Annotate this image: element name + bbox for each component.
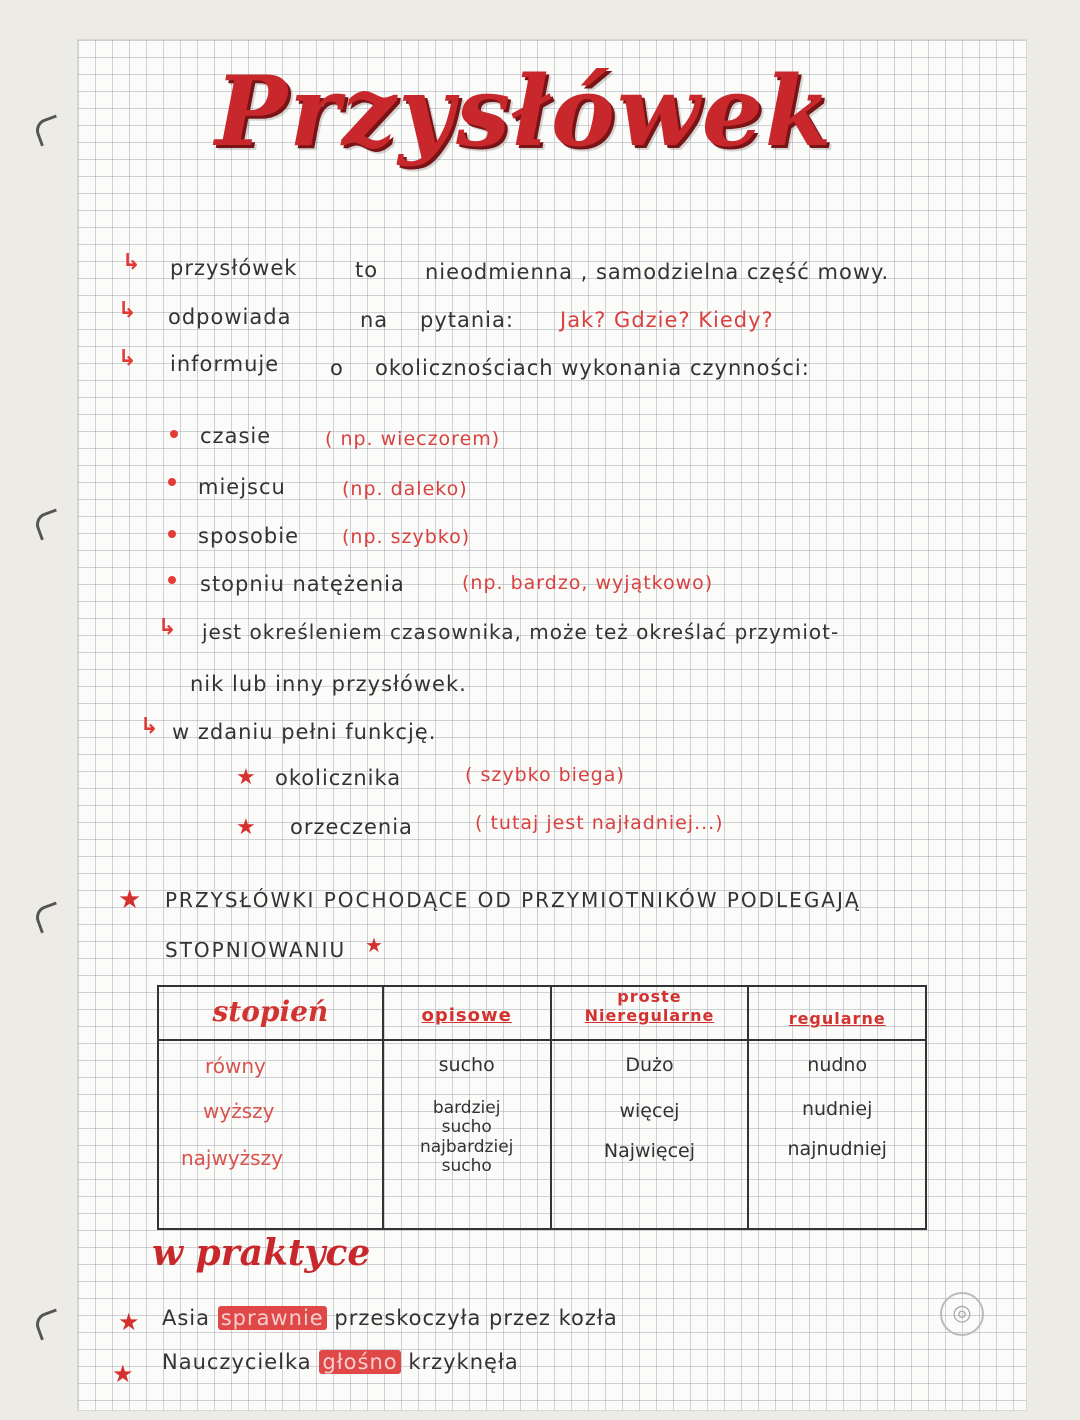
grading-table <box>157 985 927 1230</box>
star-icon: ★ <box>118 1308 140 1336</box>
irregular-cell: Najwięcej <box>603 1139 695 1162</box>
degree-cell: równy <box>205 1054 266 1078</box>
regular-cell: nudniej <box>801 1097 873 1120</box>
role-label: orzeczenia <box>290 815 413 839</box>
function-line3: w zdaniu pełni funkcję. <box>172 720 437 744</box>
binder-hole-1 <box>32 114 64 146</box>
example-before: Nauczycielka <box>162 1350 312 1374</box>
arrow-icon: ↳ <box>118 298 137 323</box>
role-example: ( tutaj jest najładniej...) <box>475 812 724 834</box>
bullet-dot <box>168 478 176 486</box>
circ-label: czasie <box>200 424 272 448</box>
binder-hole-3 <box>32 901 64 933</box>
descriptive-col <box>383 1040 551 1229</box>
role-example: ( szybko biega) <box>465 764 625 786</box>
star-icon: ★ <box>112 1360 134 1388</box>
def2-q: pytania: <box>420 308 514 332</box>
example-highlight: sprawnie <box>218 1306 327 1330</box>
binder-hole-4 <box>32 1308 64 1340</box>
circ-example: (np. daleko) <box>342 478 468 500</box>
example-highlight: głośno <box>319 1350 400 1374</box>
circ-example: (np. szybko) <box>342 526 471 548</box>
example-before: Asia <box>162 1306 211 1330</box>
binder-hole-2 <box>32 508 64 540</box>
bullet-dot <box>168 530 176 538</box>
def1-subject: przysłówek <box>170 256 298 280</box>
circ-label: miejscu <box>198 475 286 499</box>
star-icon: ★ <box>118 885 142 915</box>
def3-mid: o <box>330 356 344 380</box>
star-icon: ★ <box>236 765 256 790</box>
def1-rest: nieodmienna , samodzielna część mowy. <box>425 260 890 284</box>
practice-example-1 <box>162 1306 618 1330</box>
circ-example: (np. bardzo, wyjątkowo) <box>462 572 714 594</box>
descriptive-cell: sucho <box>438 1054 495 1076</box>
def2-mid: na <box>360 308 389 332</box>
circ-label: stopniu natężenia <box>200 572 405 596</box>
descriptive-cell: sucho <box>441 1156 492 1177</box>
irregular-cell: Dużo <box>625 1054 674 1076</box>
def2-examples: Jak? Gdzie? Kiedy? <box>560 308 774 332</box>
function-line2: nik lub inny przysłówek. <box>190 672 467 696</box>
header-irregular: proste Nieregularne <box>551 986 749 1040</box>
header-regular: regularne <box>748 986 926 1040</box>
degree-col <box>158 1040 383 1229</box>
def2-subject: odpowiada <box>168 305 292 329</box>
irregular-cell: więcej <box>619 1099 680 1122</box>
regular-cell: najnudniej <box>787 1137 887 1160</box>
arrow-icon: ↳ <box>140 714 159 739</box>
function-line1: jest określeniem czasownika, może też określać przymiot- <box>202 620 840 644</box>
header-descriptive: opisowe <box>383 986 551 1040</box>
star-icon: ★ <box>365 933 383 957</box>
degree-cell: najwyższy <box>181 1146 283 1170</box>
example-after: przeskoczyła przez kozła <box>334 1306 618 1330</box>
degree-cell: wyższy <box>203 1099 275 1123</box>
circ-example: ( np. wieczorem) <box>325 428 501 450</box>
page-title: Przysłówek <box>215 55 834 168</box>
arrow-icon: ↳ <box>122 250 141 275</box>
practice-heading: w praktyce <box>152 1232 371 1274</box>
example-after: krzyknęła <box>408 1350 519 1374</box>
def3-subject: informuje <box>170 352 280 376</box>
circ-label: sposobie <box>198 524 299 548</box>
descriptive-cell: bardziej <box>432 1097 501 1118</box>
descriptive-cell: sucho <box>441 1117 492 1138</box>
practice-example-2 <box>162 1350 519 1374</box>
regular-col <box>748 1040 926 1229</box>
star-icon: ★ <box>236 815 256 840</box>
def1-verb: to <box>355 258 379 282</box>
bullet-dot <box>170 430 178 438</box>
bullet-dot <box>168 576 176 584</box>
regular-cell: nudno <box>807 1054 868 1076</box>
arrow-icon: ↳ <box>158 615 177 640</box>
descriptive-cell: najbardziej <box>419 1136 514 1157</box>
irregular-col <box>551 1040 749 1229</box>
grading-note-line2: STOPNIOWANIU <box>165 938 347 962</box>
globe-logo-icon: ◎ <box>940 1292 984 1336</box>
def3-rest: okolicznościach wykonania czynności: <box>375 356 810 380</box>
grading-note-line1: PRZYSŁÓWKI POCHODĄCE OD PRZYMIOTNIKÓW PODLEGAJĄ <box>165 888 861 912</box>
role-label: okolicznika <box>275 766 402 790</box>
arrow-icon: ↳ <box>118 346 137 371</box>
header-degree: stopień <box>158 986 383 1040</box>
